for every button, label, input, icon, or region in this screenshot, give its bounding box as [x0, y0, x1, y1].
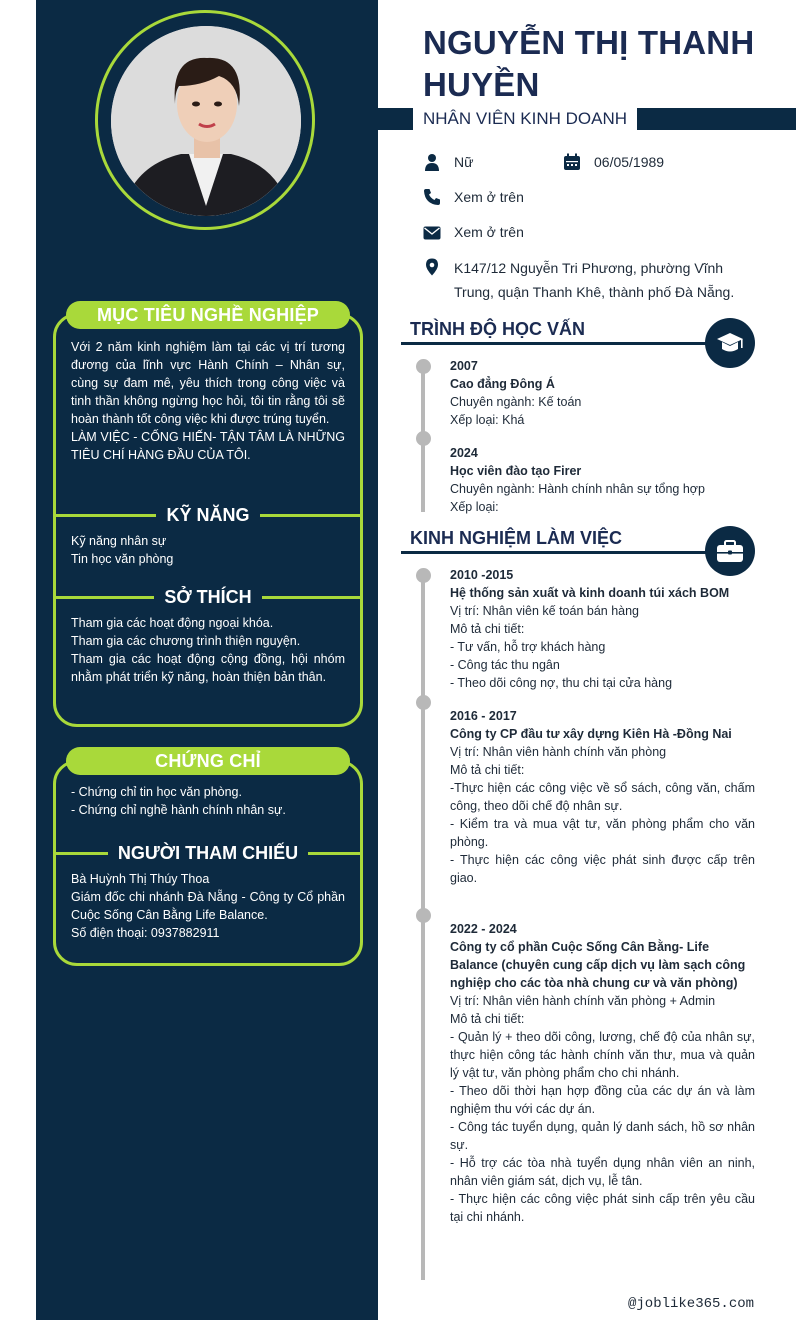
experience-company: Công ty cổ phần Cuộc Sống Cân Bằng- Life Balance (chuyên cung cấp dịch vụ làm sạch công nghiệp cho các tòa nhà chung cư và văn phòng): [450, 940, 746, 990]
education-school: Học viên đào tạo Firer: [450, 464, 582, 478]
experience-entry: [450, 920, 755, 1226]
certificates-list: [71, 783, 345, 819]
experience-company: Công ty CP đầu tư xây dựng Kiên Hà -Đồng Nai: [450, 727, 732, 741]
experience-detail: - Tư vấn, hỗ trợ khách hàng: [450, 640, 606, 654]
experience-detail: - Công tác thu ngân: [450, 658, 560, 672]
education-major: Chuyên ngành: Kế toán: [450, 395, 582, 409]
phone-value: Xem ở trên: [454, 189, 524, 205]
experience-role: Vị trí: Nhân viên kế toán bán hàng: [450, 604, 640, 618]
envelope-icon: [423, 224, 441, 242]
education-entry: [450, 357, 755, 429]
experience-detail: -Thực hiện các công việc về sổ sách, công văn, chấm công, theo dõi chế độ nhân sự.: [450, 781, 755, 813]
experience-heading: KINH NGHIỆM LÀM VIỆC: [410, 528, 623, 548]
timeline-dot: [416, 908, 431, 923]
phone-icon: [423, 188, 441, 206]
education-entry: [450, 444, 755, 516]
experience-detail: - Thực hiện các công việc phát sinh cấp trên yêu cầu tại chi nhánh.: [450, 1192, 755, 1224]
reference-phone: Số điện thoại: 0937882911: [71, 926, 220, 940]
experience-detail: - Thực hiện các công việc phát sinh được cấp trên giao.: [450, 853, 755, 885]
hobbies-heading: SỞ THÍCH: [154, 586, 261, 608]
reference-name: Bà Huỳnh Thị Thúy Thoa: [71, 872, 210, 886]
experience-period: 2010 -2015: [450, 568, 514, 582]
objective-heading: MỤC TIÊU NGHỀ NGHIỆP: [66, 301, 350, 329]
experience-detail: - Theo dõi thời hạn hợp đồng của các dự án và làm nghiệm thu với các dự án.: [450, 1084, 755, 1116]
references-info: [71, 870, 345, 942]
position-title: NHÂN VIÊN KINH DOANH: [413, 108, 637, 130]
experience-detail: - Kiểm tra và mua vật tư, văn phòng phẩm cho văn phòng.: [450, 817, 755, 849]
address-value: K147/12 Nguyễn Tri Phương, phường Vĩnh Trung, quận Thanh Khê, thành phố Đà Nẵng.: [454, 260, 735, 300]
education-major: Chuyên ngành: Hành chính nhân sự tổng hợp: [450, 482, 705, 496]
hobbies-list: [71, 614, 345, 686]
education-year: 2007: [450, 359, 478, 373]
skills-list: [71, 532, 345, 568]
references-header: [56, 842, 360, 864]
objective-text: [71, 338, 345, 464]
experience-detail: - Theo dõi công nợ, thu chi tại cửa hàng: [450, 676, 673, 690]
skill-item: Tin học văn phòng: [71, 552, 174, 566]
certificate-item: - Chứng chỉ tin học văn phòng.: [71, 785, 242, 799]
footer-watermark: @joblike365.com: [628, 1296, 755, 1312]
experience-detail: - Quản lý + theo dõi công, lương, chế độ của nhân sự, thực hiện công tác hành chính văn thư, mua và quản lý vật tư, văn phòng phẩm cho chi nhánh.: [450, 1030, 755, 1080]
hobby-item: Tham gia các hoạt động cộng đồng, hội nhóm nhằm phát triển kỹ năng, hoàn thiện bản thân.: [71, 652, 345, 684]
certificate-item: - Chứng chỉ nghề hành chính nhân sự.: [71, 803, 286, 817]
candidate-name: NGUYỄN THỊ THANH HUYỀN: [423, 24, 755, 103]
skills-heading: KỸ NĂNG: [156, 504, 259, 526]
hobby-item: Tham gia các hoạt động ngoại khóa.: [71, 616, 274, 630]
birthdate-value: 06/05/1989: [594, 154, 665, 170]
profile-photo: [111, 26, 301, 216]
email-value: Xem ở trên: [454, 224, 524, 240]
calendar-icon: [563, 153, 581, 171]
reference-role: Giám đốc chi nhánh Đà Nẵng - Công ty Cổ phần Cuộc Sống Cân Bằng Life Balance.: [71, 890, 345, 922]
gender-value: Nữ: [454, 154, 474, 170]
experience-company: Hệ thống sản xuất và kinh doanh túi xách BOM: [450, 586, 730, 600]
timeline-dot: [416, 431, 431, 446]
experience-period: 2022 - 2024: [450, 922, 517, 936]
certificates-heading: CHỨNG CHỈ: [66, 747, 350, 775]
objective-motto: LÀM VIỆC - CỐNG HIẾN- TẬN TÂM LÀ NHỮNG TIÊU CHÍ HÀNG ĐẦU CỦA TÔI.: [71, 430, 345, 462]
experience-desc-label: Mô tả chi tiết:: [450, 622, 525, 636]
hobby-item: Tham gia các chương trình thiện nguyện.: [71, 634, 301, 648]
skills-header: [56, 504, 360, 526]
references-heading: NGƯỜI THAM CHIẾU: [108, 842, 308, 864]
education-year: 2024: [450, 446, 478, 460]
experience-role: Vị trí: Nhân viên hành chính văn phòng + Admin: [450, 994, 716, 1008]
experience-period: 2016 - 2017: [450, 709, 517, 723]
experience-detail: - Hỗ trợ các tòa nhà tuyển dụng nhân viên an ninh, nhân viên giám sát, dịch vụ, lễ tân.: [450, 1156, 755, 1188]
skill-item: Kỹ năng nhân sự: [71, 534, 167, 548]
experience-timeline: [421, 575, 425, 1280]
position-bar: [378, 108, 796, 130]
experience-entry: [450, 707, 755, 887]
education-header: [401, 317, 755, 343]
education-heading: TRÌNH ĐỘ HỌC VẤN: [410, 319, 585, 339]
education-school: Cao đẳng Đông Á: [450, 377, 555, 391]
experience-header: [401, 526, 755, 552]
experience-desc-label: Mô tả chi tiết:: [450, 763, 525, 777]
timeline-dot: [416, 359, 431, 374]
timeline-dot: [416, 568, 431, 583]
map-pin-icon: [423, 258, 441, 276]
objective-paragraph: Với 2 năm kinh nghiệm làm tại các vị trí tương đương của lĩnh vực Hành Chính – Nhân sự, cùng sự đam mê, yêu thích trong công việc và tinh thần không ngừng học hỏi, tôi tin rằng tôi sẽ hoàn thành tốt công việc khi được trúng tuyển.: [71, 340, 345, 426]
experience-role: Vị trí: Nhân viên hành chính văn phòng: [450, 745, 667, 759]
experience-desc-label: Mô tả chi tiết:: [450, 1012, 525, 1026]
education-grade: Xếp loại: Khá: [450, 413, 525, 427]
user-icon: [423, 153, 441, 171]
experience-detail: - Công tác tuyển dụng, quản lý danh sách, hồ sơ nhân sự.: [450, 1120, 755, 1152]
experience-entry: [450, 566, 755, 692]
education-grade: Xếp loại:: [450, 500, 499, 514]
timeline-dot: [416, 695, 431, 710]
hobbies-header: [56, 586, 360, 608]
